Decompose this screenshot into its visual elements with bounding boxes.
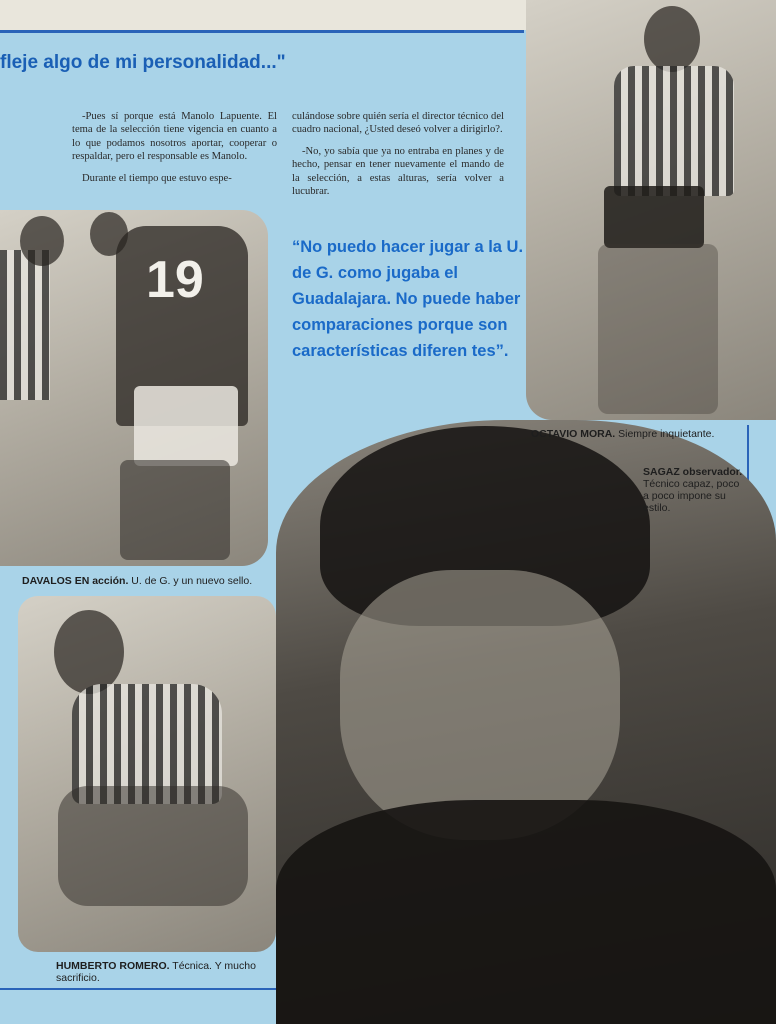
- article-title: fleje algo de mi personalidad...": [0, 52, 286, 73]
- caption-sagaz: [643, 466, 743, 514]
- text-column-2: [292, 110, 504, 206]
- caption-text: Técnico capaz, poco a poco impone su estilo.: [643, 478, 740, 514]
- photo-octavio-mora: [526, 0, 776, 420]
- player-legs: [120, 460, 230, 560]
- paragraph: Durante el tiempo que estuvo espe-: [82, 172, 232, 184]
- photo-davalos-action: [0, 210, 268, 566]
- bottom-rule: [0, 988, 280, 990]
- player-shorts: [134, 386, 238, 466]
- caption-bold: SAGAZ observador.: [643, 466, 743, 478]
- caption-bold: DAVALOS EN acción.: [22, 575, 129, 587]
- text-column-1: [72, 110, 277, 193]
- paragraph: culándose sobre quién sería el director técnico del cuadro nacional, ¿Usted deseó volver a dirigirlo?.: [292, 111, 504, 136]
- caption-davalos: [22, 575, 282, 587]
- photo-humberto-romero: [18, 596, 276, 952]
- caption-text: Siempre inquietante.: [615, 428, 715, 440]
- paragraph: -Pues sí porque está Manolo Lapuente. El tema de la selección tiene vigencia en cuanto a lo que podamos nosotros aportar, cooperar o respaldar, pero el responsable es Manolo.: [72, 111, 277, 163]
- caption-humberto-romero: [56, 960, 276, 984]
- caption-bold: OCTAVIO MORA.: [531, 428, 616, 440]
- caption-text: U. de G. y un nuevo sello.: [128, 575, 253, 587]
- player-head: [644, 6, 700, 72]
- caption-bold: HUMBERTO ROMERO.: [56, 960, 170, 972]
- striped-jersey: [614, 66, 734, 196]
- header-rule: [0, 30, 524, 33]
- jersey-number: 19: [146, 251, 204, 309]
- player-head: [54, 610, 124, 694]
- caption-octavio-mora: [531, 428, 741, 440]
- caption-text: Técnica. Y mucho sacrificio.: [56, 960, 256, 984]
- player-head: [20, 216, 64, 266]
- player-shorts: [604, 186, 704, 248]
- player-legs: [598, 244, 718, 414]
- shirt: [276, 800, 776, 1024]
- player-jersey: [0, 250, 50, 400]
- pull-quote: “No puedo hacer jugar a la U. de G. como jugaba el Guadalajara. No puede haber comparaciones porque son características diferen tes”.: [292, 238, 524, 360]
- paragraph: -No, yo sabía que ya no entraba en planes y de hecho, pensar en tener nuevamente el mando de la selección, a estas alturas, sería volver a lucubrar.: [292, 145, 504, 198]
- crouched-legs: [58, 786, 248, 906]
